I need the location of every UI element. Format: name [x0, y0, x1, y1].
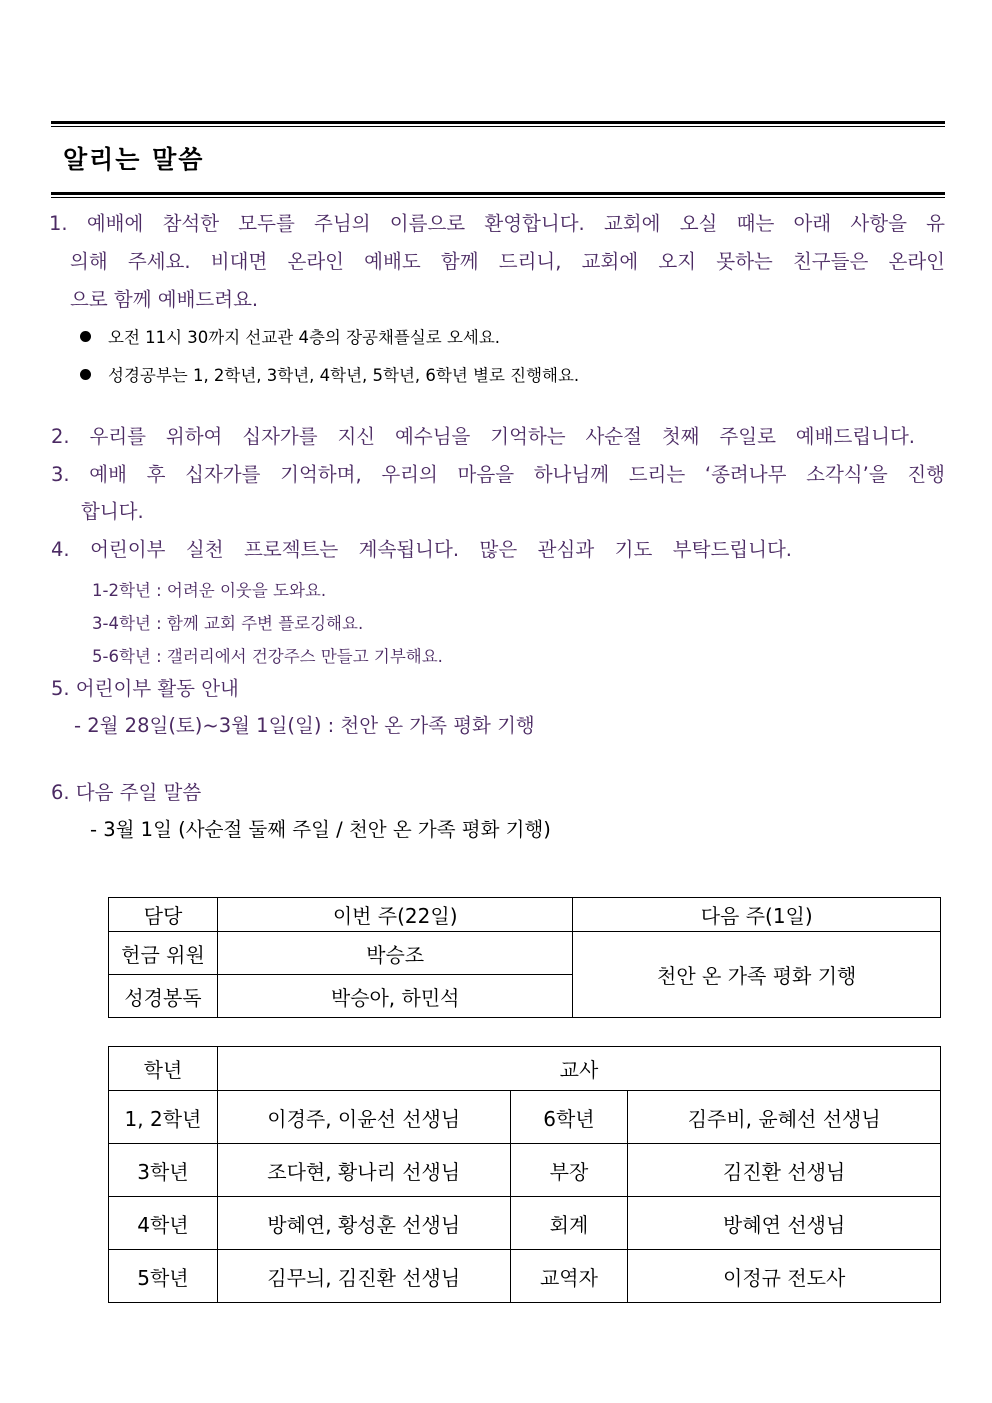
- duty-role-cell: 성경봉독: [109, 975, 218, 1018]
- duty-header-role: 담당: [109, 898, 218, 932]
- bullet-item: [80, 324, 500, 348]
- project-grade-1-2: 1-2학년 : 어려운 이웃을 도와요.: [92, 581, 327, 600]
- bottom-rule-thin: [51, 197, 945, 198]
- teacher-header-grade: 학년: [109, 1047, 218, 1091]
- notice-5-line-2: - 2월 28일(토)~3월 1일(일) : 천안 온 가족 평화 기행: [74, 714, 535, 737]
- role-cell: 교역자: [510, 1250, 628, 1303]
- teacher-cell: 김주비, 윤혜선 선생님: [628, 1091, 941, 1144]
- notice-1-line-1: 1. 예배에 참석한 모두를 주님의 이름으로 환영합니다. 교회에 오실 때는 아래 사항을 유: [49, 212, 945, 235]
- teacher-table: [108, 1046, 941, 1303]
- bullet-icon: [80, 369, 91, 380]
- notice-5-line-1: 5. 어린이부 활동 안내: [51, 677, 239, 700]
- notice-3-line-2: 합니다.: [81, 500, 144, 523]
- duty-next-week-cell: 천안 온 가족 평화 기행: [573, 932, 941, 1018]
- teacher-cell: 김진환 선생님: [628, 1144, 941, 1197]
- notice-1-line-2: 의해 주세요. 비대면 온라인 예배도 함께 드리니, 교회에 오지 못하는 친구들은 온라인: [70, 250, 945, 273]
- teacher-cell: 조다현, 황나리 선생님: [217, 1144, 510, 1197]
- duty-header-next-week: 다음 주(1일): [573, 898, 941, 932]
- role-cell: 부장: [510, 1144, 628, 1197]
- grade-cell: 1, 2학년: [109, 1091, 218, 1144]
- section-title: 알리는 말씀: [63, 145, 205, 174]
- notice-1-line-3: 으로 함께 예배드려요.: [70, 288, 259, 311]
- duty-header-this-week: 이번 주(22일): [217, 898, 572, 932]
- notice-6-line-2: - 3월 1일 (사순절 둘째 주일 / 천안 온 가족 평화 기행): [90, 818, 551, 841]
- role-cell: 6학년: [510, 1091, 628, 1144]
- role-cell: 회계: [510, 1197, 628, 1250]
- notice-2: 2. 우리를 위하여 십자가를 지신 예수님을 기억하는 사순절 첫째 주일로 예배드립니다.: [51, 425, 915, 448]
- teacher-cell: 방혜연, 황성훈 선생님: [217, 1197, 510, 1250]
- bullet-item: [80, 362, 579, 386]
- duty-role-cell: 헌금 위원: [109, 932, 218, 975]
- duty-this-week-cell: 박승조: [217, 932, 572, 975]
- project-grade-5-6: 5-6학년 : 갤러리에서 건강주스 만들고 기부해요.: [92, 647, 443, 666]
- grade-cell: 4학년: [109, 1197, 218, 1250]
- grade-cell: 5학년: [109, 1250, 218, 1303]
- teacher-cell: 이정규 전도사: [628, 1250, 941, 1303]
- notice-4-line-1: 4. 어린이부 실천 프로젝트는 계속됩니다. 많은 관심과 기도 부탁드립니다.: [51, 538, 792, 561]
- bullet-icon: [80, 331, 91, 342]
- grade-cell: 3학년: [109, 1144, 218, 1197]
- bullet-text: 오전 11시 30까지 선교관 4층의 장공채플실로 오세요.: [108, 328, 501, 347]
- bullet-text: 성경공부는 1, 2학년, 3학년, 4학년, 5학년, 6학년 별로 진행해요.: [108, 366, 580, 385]
- project-grade-3-4: 3-4학년 : 함께 교회 주변 플로깅해요.: [92, 614, 364, 633]
- notice-6-line-1: 6. 다음 주일 말씀: [51, 781, 202, 804]
- duty-table: [108, 897, 941, 1018]
- top-rule-thick: [51, 121, 945, 124]
- teacher-header-teacher: 교사: [217, 1047, 940, 1091]
- notice-3-line-1: 3. 예배 후 십자가를 기억하며, 우리의 마음을 하나님께 드리는 ‘종려나무 소각식’을 진행: [51, 463, 945, 486]
- top-rule-thin: [51, 126, 945, 127]
- bottom-rule-thick: [51, 192, 945, 195]
- teacher-cell: 이경주, 이윤선 선생님: [217, 1091, 510, 1144]
- duty-this-week-cell: 박승아, 하민석: [217, 975, 572, 1018]
- teacher-cell: 방혜연 선생님: [628, 1197, 941, 1250]
- teacher-cell: 김무늬, 김진환 선생님: [217, 1250, 510, 1303]
